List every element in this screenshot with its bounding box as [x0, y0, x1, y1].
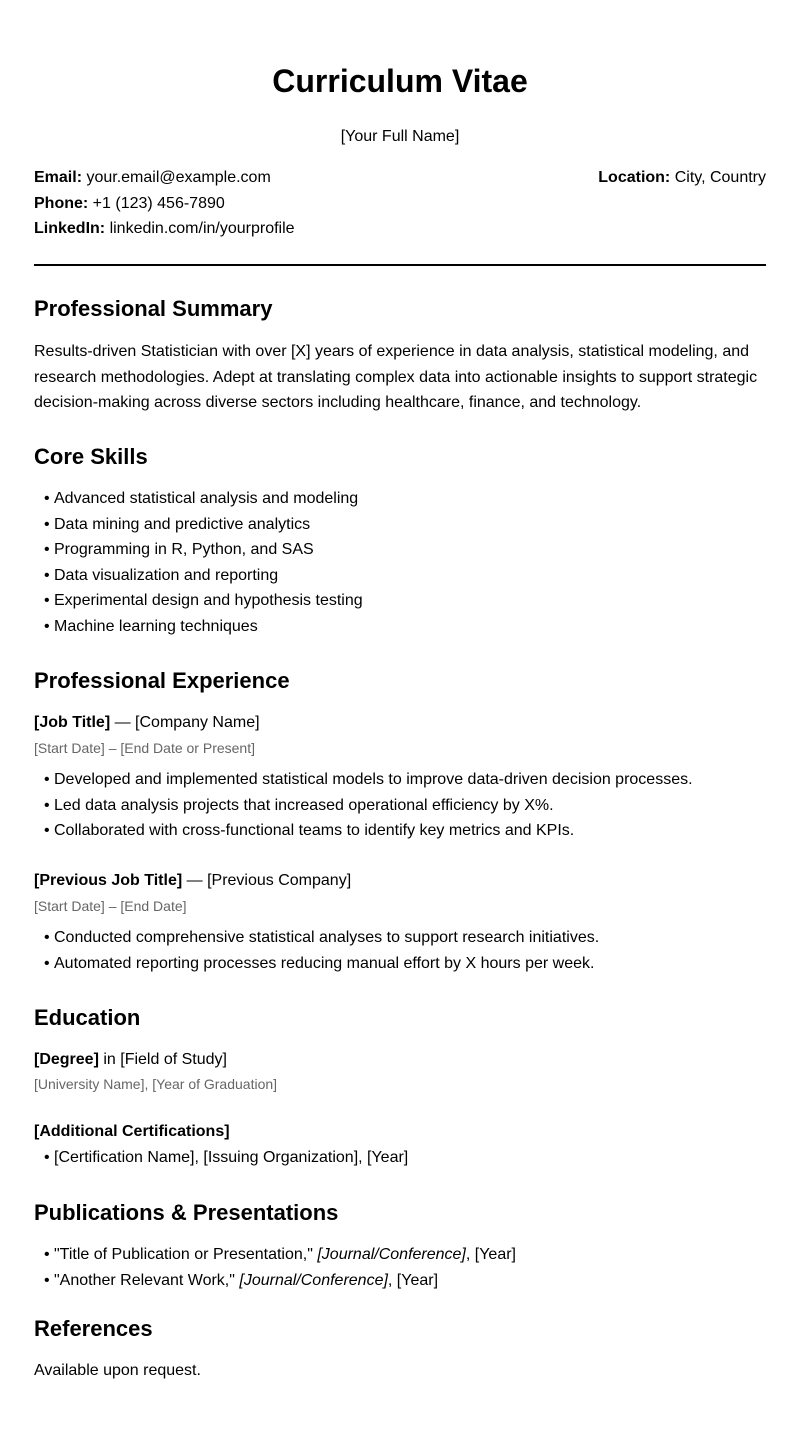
publications-heading: Publications & Presentations: [34, 1200, 339, 1225]
certifications-heading: [Additional Certifications]: [34, 1123, 230, 1140]
job-2-title-line: [Previous Job Title] — [Previous Company]: [34, 872, 352, 889]
bullet: •: [44, 929, 50, 946]
list-item: • "Another Relevant Work," [Journal/Conference], [Year]: [44, 1268, 516, 1294]
list-item: • Led data analysis projects that increased operational efficiency by X%.: [44, 793, 693, 819]
job-1-title-line: [Job Title] — [Company Name]: [34, 714, 260, 731]
bullet: •: [44, 592, 50, 609]
linkedin-value: linkedin.com/in/yourprofile: [109, 220, 295, 237]
job-2-dates: [Start Date] – [End Date]: [34, 898, 187, 914]
degree: [Degree]: [34, 1051, 99, 1068]
list-item: • Developed and implemented statistical models to improve data-driven decision processes.: [44, 767, 693, 793]
linkedin-label: LinkedIn:: [34, 220, 106, 237]
job-1-dates: [Start Date] – [End Date or Present]: [34, 740, 255, 756]
list-item: • Conducted comprehensive statistical analyses to support research initiatives.: [44, 925, 599, 951]
email-value: your.email@example.com: [86, 169, 271, 186]
full-name: [Your Full Name]: [340, 128, 460, 145]
bullet: •: [44, 1271, 50, 1289]
list-item: • Machine learning techniques: [44, 614, 363, 640]
certifications-list: [44, 1145, 408, 1171]
phone-row: [34, 194, 766, 220]
summary-text: Results-driven Statistician with over [X] years of experience in data analysis, statistical modeling, and research methodologies. Adept at translating complex data into actionable insights to support strategic decision-making across diverse sectors including healthcare, finance, and technology.: [34, 343, 758, 411]
document-title: Curriculum Vitae: [272, 63, 528, 99]
publication-venue: [Journal/Conference]: [317, 1246, 466, 1263]
bullet: •: [44, 796, 50, 814]
list-item: • Collaborated with cross-functional teams to identify key metrics and KPIs.: [44, 818, 693, 844]
education-heading: Education: [34, 1005, 141, 1030]
location-row: [598, 168, 766, 188]
location-value: City, Country: [674, 169, 766, 186]
summary-heading: Professional Summary: [34, 296, 273, 321]
bullet: •: [44, 771, 50, 788]
field-of-study: [Field of Study]: [120, 1051, 227, 1068]
degree-line: [Degree] in [Field of Study]: [34, 1051, 227, 1068]
phone-label: Phone:: [34, 194, 89, 212]
list-item: • Data visualization and reporting: [44, 563, 363, 589]
email-label: Email:: [34, 169, 83, 186]
references-heading: References: [34, 1316, 153, 1341]
list-item: • Automated reporting processes reducing manual effort by X hours per week.: [44, 951, 599, 977]
bullet: •: [44, 617, 50, 635]
company-name: [Company Name]: [135, 714, 260, 731]
location-label: Location:: [598, 169, 671, 186]
references-text: Available upon request.: [34, 1362, 201, 1379]
publication-venue: [Journal/Conference]: [239, 1271, 388, 1289]
contact-block: [34, 168, 766, 245]
job-1-bullets: [44, 767, 693, 844]
experience-heading: Professional Experience: [34, 668, 290, 693]
list-item: • Programming in R, Python, and SAS: [44, 537, 363, 563]
job-title: [Previous Job Title]: [34, 872, 183, 889]
skills-heading: Core Skills: [34, 444, 148, 469]
list-item: • [Certification Name], [Issuing Organization], [Year]: [44, 1145, 408, 1171]
linkedin-row: [34, 219, 766, 245]
job-2-bullets: [44, 925, 599, 976]
header-divider: [34, 264, 766, 266]
job-title: [Job Title]: [34, 714, 111, 731]
bullet: •: [44, 515, 50, 533]
bullet: •: [44, 954, 50, 972]
list-item: • Data mining and predictive analytics: [44, 512, 363, 538]
bullet: •: [44, 1149, 50, 1166]
list-item: • Advanced statistical analysis and modeling: [44, 486, 363, 512]
list-item: • Experimental design and hypothesis testing: [44, 588, 363, 614]
company-name: [Previous Company]: [207, 872, 352, 889]
publications-list: [44, 1242, 516, 1293]
skills-list: [44, 486, 363, 639]
phone-value: +1 (123) 456-7890: [92, 194, 225, 212]
bullet: •: [44, 566, 50, 584]
university-line: [University Name], [Year of Graduation]: [34, 1076, 278, 1092]
bullet: •: [44, 1246, 50, 1263]
bullet: •: [44, 822, 50, 839]
bullet: •: [44, 490, 50, 507]
bullet: •: [44, 541, 50, 558]
list-item: • "Title of Publication or Presentation," [Journal/Conference], [Year]: [44, 1242, 516, 1268]
